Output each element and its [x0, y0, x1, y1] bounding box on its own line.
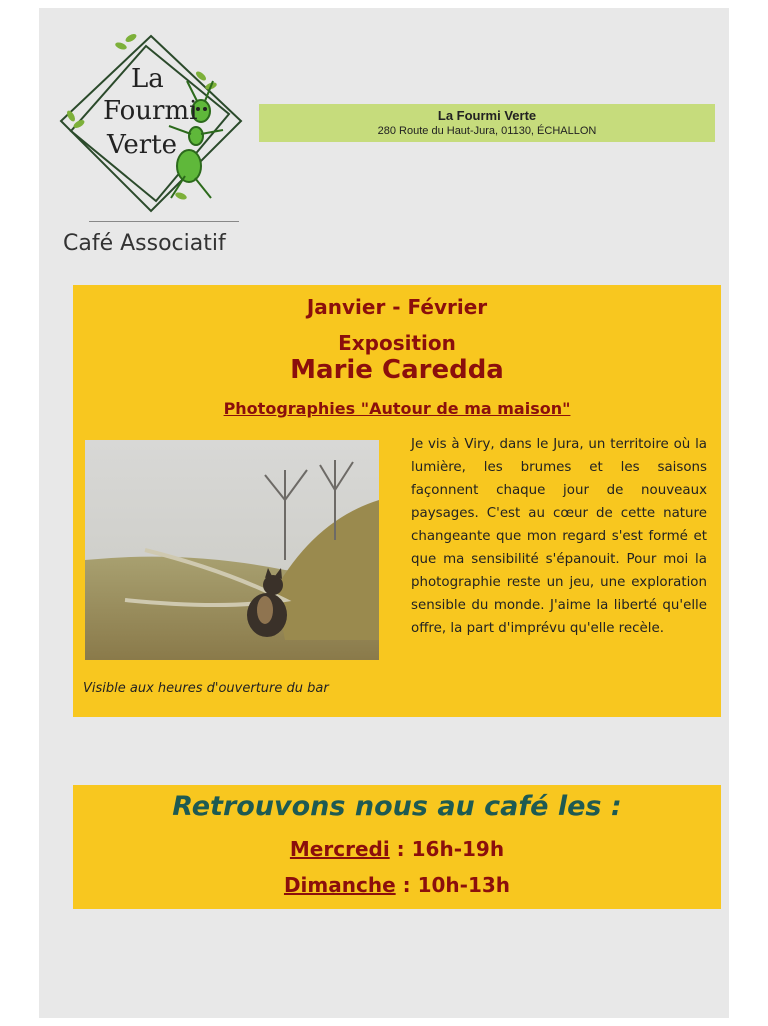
header-title: La Fourmi Verte	[437, 108, 537, 123]
schedule-box	[73, 785, 721, 909]
exposition-subtitle: Photographies "Autour de ma maison"	[223, 399, 571, 418]
exposition-photo	[85, 440, 379, 660]
exposition-box	[73, 285, 721, 717]
exposition-label: Exposition	[338, 331, 456, 355]
exposition-description: Je vis à Viry, dans le Jura, un territoire où la lumière, les brumes et les saisons façonnent chaque jour de nouveaux paysages. C'est au cœur de cette nature changeante que mon regard s'est formé et que ma sensibilité s'épanouit. Pour moi la photographie reste un jeu, une exploration sensible du monde. J'aime la liberté qu'elle offre, la part d'imprévu qu'elle recèle.	[411, 437, 707, 636]
logo-frame-icon	[51, 26, 251, 226]
logo-subtitle: Café Associatif	[63, 231, 226, 256]
exposition-artist: Marie Caredda	[290, 355, 504, 385]
logo-word-fourmi: Fourmi	[103, 96, 198, 126]
photo-caption: Visible aux heures d'ouverture du bar	[83, 681, 329, 696]
schedule-hours: 10h-13h	[417, 873, 511, 897]
header-band	[259, 104, 715, 142]
logo-divider	[89, 221, 239, 222]
schedule-separator: :	[389, 837, 412, 861]
cat-landscape-photo-icon	[85, 440, 379, 660]
schedule-hours: 16h-19h	[411, 837, 505, 861]
logo-word-la: La	[131, 64, 164, 94]
logo	[51, 26, 251, 266]
newsletter-page	[39, 8, 729, 1018]
schedule-day-link[interactable]: Mercredi	[289, 837, 390, 861]
exposition-months: Janvier - Février	[306, 295, 488, 319]
schedule-separator: :	[395, 873, 418, 897]
logo-word-verte: Verte	[107, 130, 178, 160]
schedule-day-link[interactable]: Dimanche	[283, 873, 396, 897]
schedule-title: Retrouvons nous au café les :	[172, 791, 622, 822]
header-address: 280 Route du Haut-Jura, 01130, ÉCHALLON	[377, 125, 597, 137]
schedule-row	[73, 837, 721, 861]
schedule-row	[73, 873, 721, 897]
